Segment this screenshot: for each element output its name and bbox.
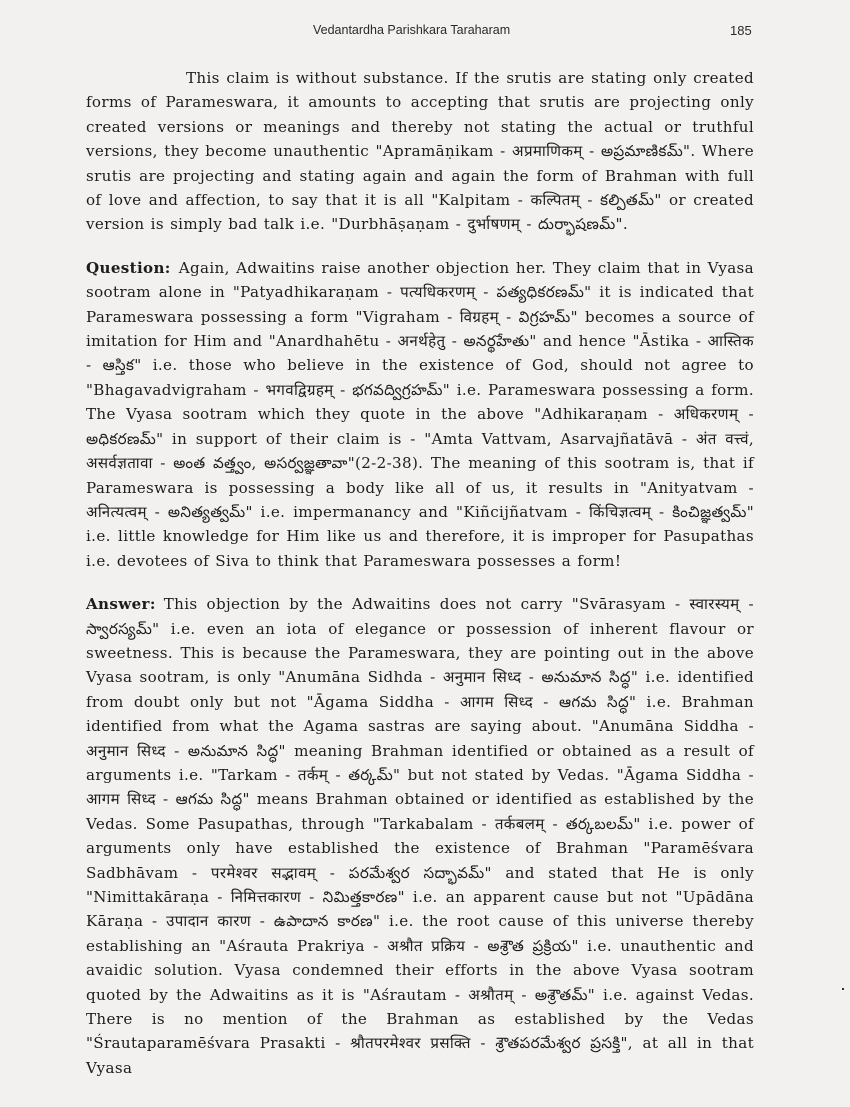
paragraph-answer <box>86 592 754 1080</box>
page-number: 185 <box>730 23 752 38</box>
answer-label: Answer: <box>86 595 156 614</box>
question-label: Question: <box>86 258 171 277</box>
body-text <box>86 66 754 1099</box>
paragraph-question <box>86 256 754 573</box>
paragraph-claim-text: This claim is without substance. If the srutis are stating only created forms of Parameswara, it amounts to accepting that srutis are projecting only created versions or meanings and thereby not stating the actual or truthful versions, they become unauthentic "Apramāṇikam - अप्रमाणिकम् - అప్రమాణికమ్". Where srutis are projecting and stating again and again the form of Brahman with full of love and affection, to say that it is all "Kalpitam - कल्पितम् - కల్పితమ్" or created version is simply bad talk i.e. "Durbhāṣaṇam - दुर्भाषणम् - దుర్భాషణమ్". <box>86 69 754 234</box>
paragraph-claim <box>86 66 754 237</box>
page-header <box>0 23 850 43</box>
answer-text: This objection by the Adwaitins does not carry "Svārasyam - स्वारस्यम् - స్వారస్యమ్" i.e. even an iota of elegance or possession of inherent flavour or sweetness. This is because the Parameswara, they are pointing out in the above Vyasa sootram, is only "Anumāna Sidhda - अनुमान सिध्द - అనుమాన సిద్ధ" i.e. identified from doubt only but not "Āgama Siddha - आगम सिध्द - ఆగమ సిద్ధ" i.e. Brahman identified from what the Agama sastras are saying about. "Anumāna Siddha - अनुमान सिध्द - అనుమాన సిద్ధ" meaning Brahman identified or obtained as a result of arguments i.e. "Tarkam - तर्कम् - తర్కమ్" but not stated by Vedas. "Āgama Siddha - आगम सिध्द - ఆగమ సిద్ధ" means Brahman obtained or identified as established by the Vedas. Some Pasupathas, through "Tarkabalam - तर्कबलम् - తర్కబలమ్" i.e. power of arguments only have established the existence of Brahman "Paramēśvara Sadbhāvam - परमेश्वर सद्भावम् - పరమేశ్వర సద్భావమ్" and stated that He is only "Nimittakāraṇa - निमित्तकारण - నిమిత్తకారణ" i.e. an apparent cause but not "Upādāna Kāraṇa - उपादान कारण - ఉపాదాన కారణ" i.e. the root cause of this universe thereby establishing an "Aśrauta Prakriya - अश्रौत प्रक्रिय - అశ్రౌత ప్రక్రియ" i.e. unauthentic and avaidic solution. Vyasa condemned their efforts in the above Vyasa sootram quoted by the Adwaitins as it is "Aśrautam - अश्रौतम् - అశ్రౌతమ్" i.e. against Vedas. There is no mention of the Brahman as established by the Vedas "Śrautaparamēśvara Prasakti - श्रौतपरमेश्वर प्रसक्ति - శ్రౌతపరమేశ్వర ప్రసక్తి", at all in that Vyasa <box>86 595 754 1077</box>
scan-speck <box>842 988 844 990</box>
question-text: Again, Adwaitins raise another objection her. They claim that in Vyasa sootram alone in "Patyadhikaraṇam - पत्यधिकरणम् - పత్యధికరణమ్" it is indicated that Parameswara possessing a form "Vigraham - विग्रहम् - విగ్రహమ్" becomes a source of imitation for Him and "Anardhahētu - अनर्थहेतु - అనర్థహేతు" and hence "Āstika - आस्तिक - ఆస్తిక" i.e. those who believe in the existence of God, should not agree to "Bhagavadvigraham - भगवद्विग्रहम् - భగవద్విగ్రహమ్" i.e. Parameswara possessing a form. The Vyasa sootram which they quote in the above "Adhikaraṇam - अधिकरणम् - అధికరణమ్" in support of their claim is - "Amta Vattvam, Asarvajñatāvā - अंत वत्त्वं, असर्वज्ञतावा - అంత వత్త్వం, అసర్వజ్ఞతావా"(2-2-38). The meaning of this sootram is, that if Parameswara is possessing a body like all of us, it results in "Anityatvam - अनित्यत्वम् - అనిత్యత్వమ్" i.e. impermanancy and "Kiñcijñatvam - किंचिज्ञत्वम् - కించిజ్ఞత్వమ్" i.e. little knowledge for Him like us and therefore, it is improper for Pasupathas i.e. devotees of Siva to think that Parameswara possesses a form! <box>86 258 754 570</box>
running-title: Vedantardha Parishkara Taraharam <box>313 23 511 37</box>
